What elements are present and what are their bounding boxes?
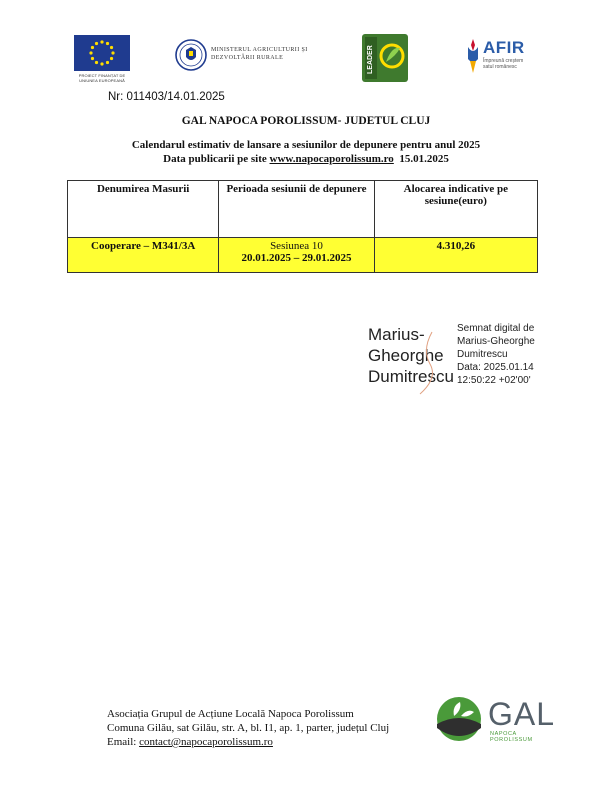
eu-star-icon bbox=[100, 40, 103, 43]
eu-logo bbox=[74, 35, 130, 95]
eu-star-icon bbox=[100, 62, 103, 65]
footer-contact bbox=[107, 707, 389, 749]
eu-star-icon bbox=[95, 61, 98, 64]
header-allocation: Alocarea indicative pe sesiune(euro) bbox=[374, 181, 537, 238]
document-title: GAL NAPOCA POROLISSUM- JUDETUL CLUJ bbox=[181, 115, 431, 127]
table-row bbox=[68, 238, 538, 273]
eu-star-icon bbox=[106, 61, 109, 64]
eu-star-icon bbox=[110, 46, 113, 49]
gal-logo-sub: NAPOCA POROLISSUM bbox=[490, 731, 533, 743]
footer-email-line: Email: contact@napocaporolissum.ro bbox=[107, 736, 273, 748]
table-header-row bbox=[68, 181, 538, 238]
footer-email-link[interactable]: contact@napocaporolissum.ro bbox=[139, 736, 273, 748]
cell-session: Sesiunea 10 bbox=[270, 240, 323, 252]
gal-logo bbox=[434, 694, 554, 744]
document-number: Nr: 011403/14.01.2025 bbox=[108, 91, 225, 103]
cell-period bbox=[219, 238, 374, 273]
leader-logo-text: LEADER bbox=[367, 45, 374, 74]
eu-flag-icon bbox=[74, 35, 130, 71]
calendar-table bbox=[67, 180, 538, 273]
eu-star-icon bbox=[95, 42, 98, 45]
afir-logo bbox=[465, 37, 535, 77]
eu-logo-caption: PROIECT FINANȚAT DE UNIUNEA EUROPEANĂ bbox=[78, 73, 126, 83]
document-subtitle: Calendarul estimativ de lansare a sesiunilor de depunere pentru anul 2025 bbox=[131, 139, 481, 151]
gal-emblem-icon bbox=[434, 694, 484, 744]
afir-logo-name: AFIR bbox=[483, 38, 525, 57]
cell-measure: Cooperare – M341/3A bbox=[68, 238, 219, 273]
footer-association: Asociația Grupul de Acțiune Locală Napoca Porolissum bbox=[107, 708, 354, 720]
eu-star-icon bbox=[91, 46, 94, 49]
cell-allocation: 4.310,26 bbox=[374, 238, 537, 273]
eu-star-icon bbox=[111, 51, 114, 54]
publish-date: 15.01.2025 bbox=[399, 153, 449, 165]
leader-logo bbox=[362, 34, 408, 82]
afir-emblem-icon bbox=[465, 37, 481, 75]
afir-logo-tagline: Împreună creștem satul românesc bbox=[483, 58, 524, 70]
madr-logo bbox=[175, 38, 325, 74]
eu-star-icon bbox=[106, 42, 109, 45]
publish-site-link[interactable]: www.napocaporolissum.ro bbox=[269, 153, 394, 165]
gal-logo-text: GAL bbox=[488, 696, 556, 732]
cell-dates: 20.01.2025 – 29.01.2025 bbox=[241, 252, 352, 264]
signature-name: Marius- Gheorghe Dumitrescu bbox=[368, 325, 454, 386]
publish-prefix: Data publicarii pe site bbox=[163, 153, 270, 165]
publish-line bbox=[0, 153, 612, 165]
signature-info: Semnat digital de Marius-Gheorghe Dumitrescu Data: 2025.01.14 12:50:22 +02'00' bbox=[457, 323, 535, 386]
header-period: Perioada sesiunii de depunere bbox=[219, 181, 374, 238]
madr-crest-icon bbox=[175, 38, 207, 72]
eu-star-icon bbox=[89, 51, 92, 54]
madr-logo-text: MINISTERUL AGRICULTURII ȘI DEZVOLTĂRII RURALE bbox=[211, 47, 308, 61]
signature-flourish-icon bbox=[412, 330, 442, 396]
eu-star-icon bbox=[91, 57, 94, 60]
header-measure: Denumirea Masurii bbox=[68, 181, 219, 238]
eu-star-icon bbox=[110, 57, 113, 60]
footer-address: Comuna Gilău, sat Gilău, str. A, bl. I1, ap. 1, parter, județul Cluj bbox=[107, 722, 390, 734]
